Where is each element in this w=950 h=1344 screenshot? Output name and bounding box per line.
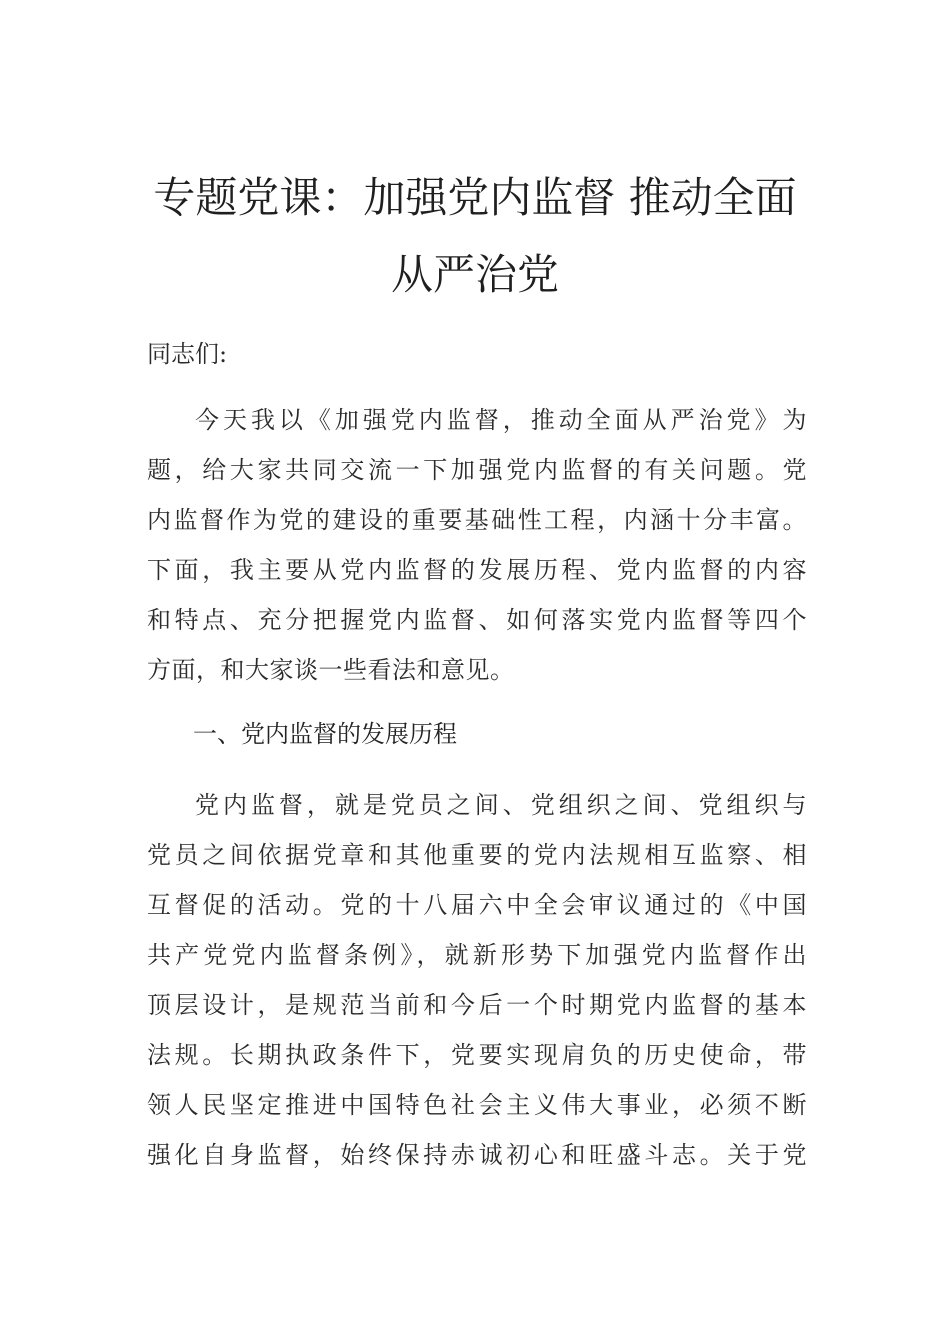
paragraph-line: 共产党党内监督条例》，就新形势下加强党内监督作出 <box>147 941 807 969</box>
paragraph-line: 题，给大家共同交流一下加强党内监督的有关问题。党 <box>147 456 807 484</box>
salutation: 同志们: <box>147 340 228 368</box>
paragraph-section-1 <box>147 780 807 1180</box>
paragraph-line: 今天我以《加强党内监督，推动全面从严治党》为 <box>195 406 807 434</box>
paragraph-line: 领人民坚定推进中国特色社会主义伟大事业，必须不断 <box>147 1091 807 1119</box>
paragraph-line: 法规。长期执政条件下，党要实现肩负的历史使命，带 <box>147 1041 807 1069</box>
paragraph-line: 强化自身监督，始终保持赤诚初心和旺盛斗志。关于党 <box>147 1141 807 1169</box>
paragraph-line: 党内监督，就是党员之间、党组织之间、党组织与 <box>195 791 807 819</box>
paragraph-line: 顶层设计，是规范当前和今后一个时期党内监督的基本 <box>147 991 807 1019</box>
paragraph-line: 互督促的活动。党的十八届六中全会审议通过的《中国 <box>147 891 807 919</box>
paragraph-line: 方面，和大家谈一些看法和意见。 <box>147 656 515 684</box>
section-heading: 一、党内监督的发展历程 <box>193 720 457 748</box>
paragraph-intro <box>147 395 807 695</box>
paragraph-line: 党员之间依据党章和其他重要的党内法规相互监察、相 <box>147 841 807 869</box>
document-title-line-1: 专题党课：加强党内监督 推动全面 <box>153 173 797 222</box>
document-title-line-2: 从严治党 <box>390 250 559 299</box>
paragraph-line: 内监督作为党的建设的重要基础性工程，内涵十分丰富。 <box>147 506 807 534</box>
paragraph-line: 和特点、充分把握党内监督、如何落实党内监督等四个 <box>147 606 807 634</box>
paragraph-line: 下面，我主要从党内监督的发展历程、党内监督的内容 <box>147 556 807 584</box>
